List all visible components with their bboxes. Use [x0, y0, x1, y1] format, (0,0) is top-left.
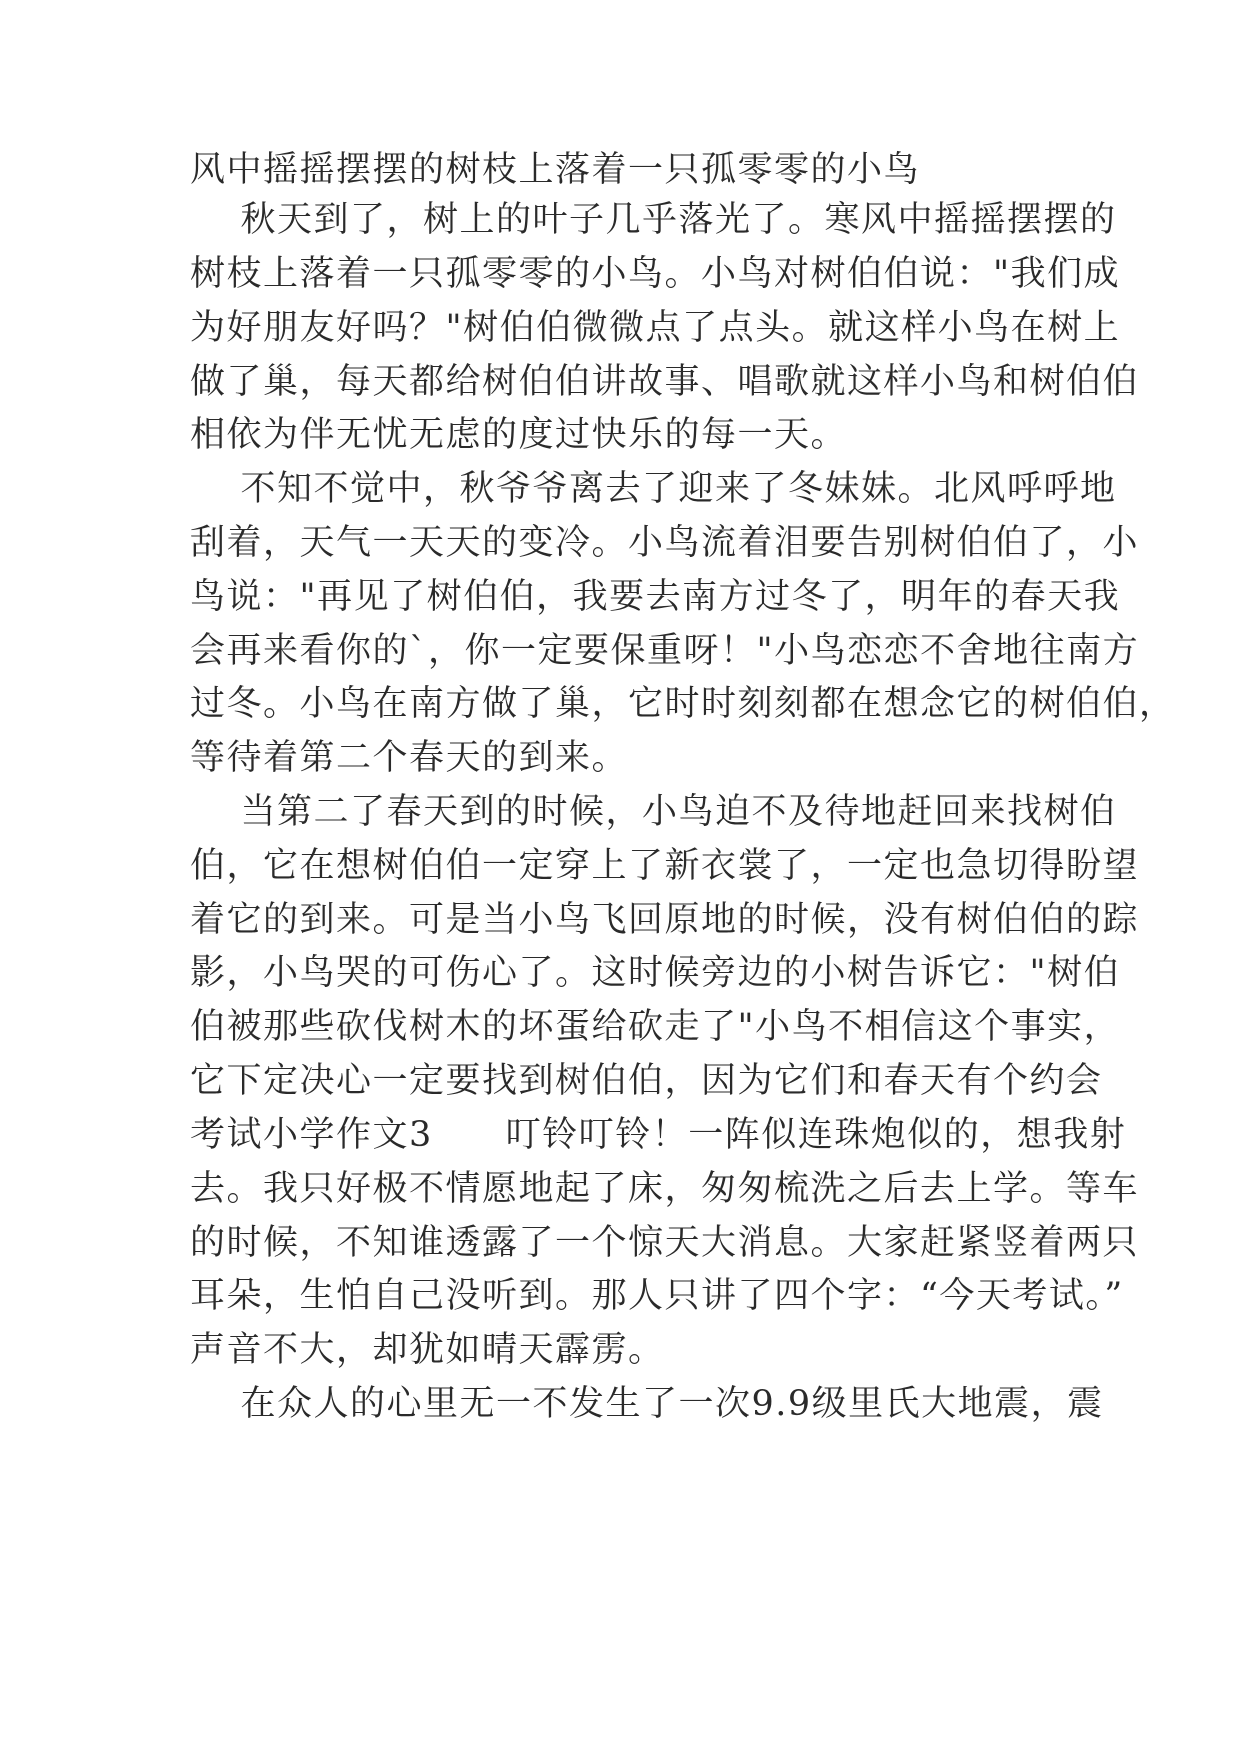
text-line: 去。我只好极不情愿地起了床，匆匆梳洗之后去上学。等车 — [190, 1169, 1140, 1209]
text-line: 做了巢，每天都给树伯伯讲故事、唱歌就这样小鸟和树伯伯 — [190, 362, 1140, 402]
text-line: 鸟说："再见了树伯伯，我要去南方过冬了，明年的春天我 — [190, 577, 1121, 617]
text-line: 在众人的心里无一不发生了一次9.9级里氏大地震，震 — [190, 1384, 1104, 1424]
text-line: 着它的到来。可是当小鸟飞回原地的时候，没有树伯伯的踪 — [190, 900, 1140, 940]
text-line: 相依为伴无忧无虑的度过快乐的每一天。 — [190, 415, 848, 455]
text-line: 会再来看你的`，你一定要保重呀！"小鸟恋恋不舍地往南方 — [190, 631, 1140, 671]
text-line: 声音不大，却犹如晴天霹雳。 — [190, 1330, 665, 1370]
text-line: 刮着，天气一天天的变冷。小鸟流着泪要告别树伯伯了，小 — [190, 523, 1140, 563]
text-line: 考试小学作文3 叮铃叮铃！一阵似连珠炮似的，想我射 — [190, 1115, 1127, 1155]
text-line: 为好朋友好吗？"树伯伯微微点了点头。就这样小鸟在树上 — [190, 308, 1121, 348]
text-line: 伯，它在想树伯伯一定穿上了新衣裳了，一定也急切得盼望 — [190, 846, 1140, 886]
text-line: 的时候，不知谁透露了一个惊天大消息。大家赶紧竖着两只 — [190, 1223, 1140, 1263]
text-line: 过冬。小鸟在南方做了巢，它时时刻刻都在想念它的树伯伯， — [190, 684, 1176, 724]
text-line: 不知不觉中，秋爷爷离去了迎来了冬妹妹。北风呼呼地 — [190, 469, 1117, 509]
text-line: 它下定决心一定要找到树伯伯，因为它们和春天有个约会 — [190, 1061, 1103, 1101]
text-line: 秋天到了，树上的叶子几乎落光了。寒风中摇摇摆摆的 — [190, 200, 1117, 240]
document-title: 风中摇摇摆摆的树枝上落着一只孤零零的小鸟 — [190, 150, 921, 190]
text-line: 等待着第二个春天的到来。 — [190, 738, 629, 778]
text-line: 影，小鸟哭的可伤心了。这时候旁边的小树告诉它："树伯 — [190, 953, 1121, 993]
text-line: 树枝上落着一只孤零零的小鸟。小鸟对树伯伯说："我们成 — [190, 254, 1121, 294]
text-line: 当第二了春天到的时候，小鸟迫不及待地赶回来找树伯 — [190, 792, 1117, 832]
text-line: 伯被那些砍伐树木的坏蛋给砍走了"小鸟不相信这个事实， — [190, 1007, 1121, 1047]
text-line: 耳朵，生怕自己没听到。那人只讲了四个字：“今天考试。” — [190, 1276, 1124, 1316]
